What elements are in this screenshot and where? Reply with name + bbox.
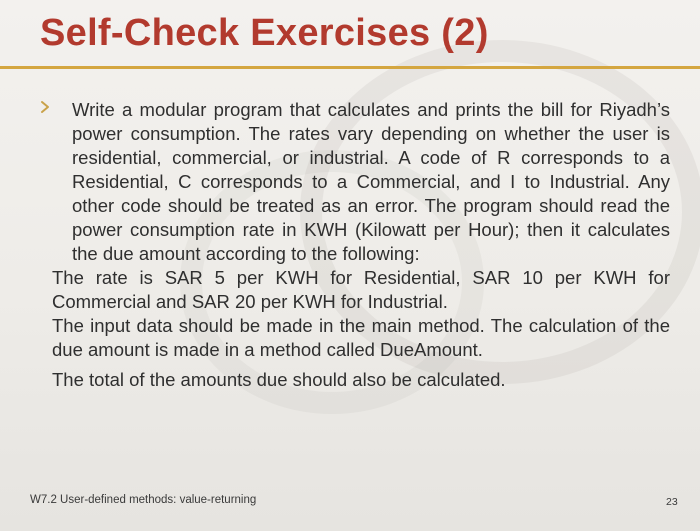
page-number: 23: [666, 496, 678, 508]
title-divider: [0, 66, 700, 69]
rates-paragraph: The rate is SAR 5 per KWH for Residential, SAR 10 per KWH for Commercial and SAR 20 per KWH for Industrial.: [52, 267, 670, 312]
slide-content: [38, 98, 670, 392]
footer-label: W7.2 User-defined methods: value-returning: [30, 494, 257, 506]
total-paragraph: The total of the amounts due should also be calculated.: [52, 369, 506, 390]
chevron-right-icon: [38, 100, 52, 114]
bullet-item: [38, 98, 670, 266]
input-paragraph: The input data should be made in the main method. The calculation of the due amount is made in a method called DueAmount.: [52, 315, 670, 360]
exercise-description: Write a modular program that calculates and prints the bill for Riyadh’s power consumption. The rates vary depending on whether the user is residential, commercial, or industrial. A code of R corresponds to a Residential, C corresponds to a Commercial, and I to Industrial. Any other code should be treated as an error. The program should read the power consumption rate in KWH (Kilowatt per Hour); then it calculates the due amount according to the following:: [72, 99, 670, 264]
slide-title: Self-Check Exercises (2): [40, 12, 489, 54]
